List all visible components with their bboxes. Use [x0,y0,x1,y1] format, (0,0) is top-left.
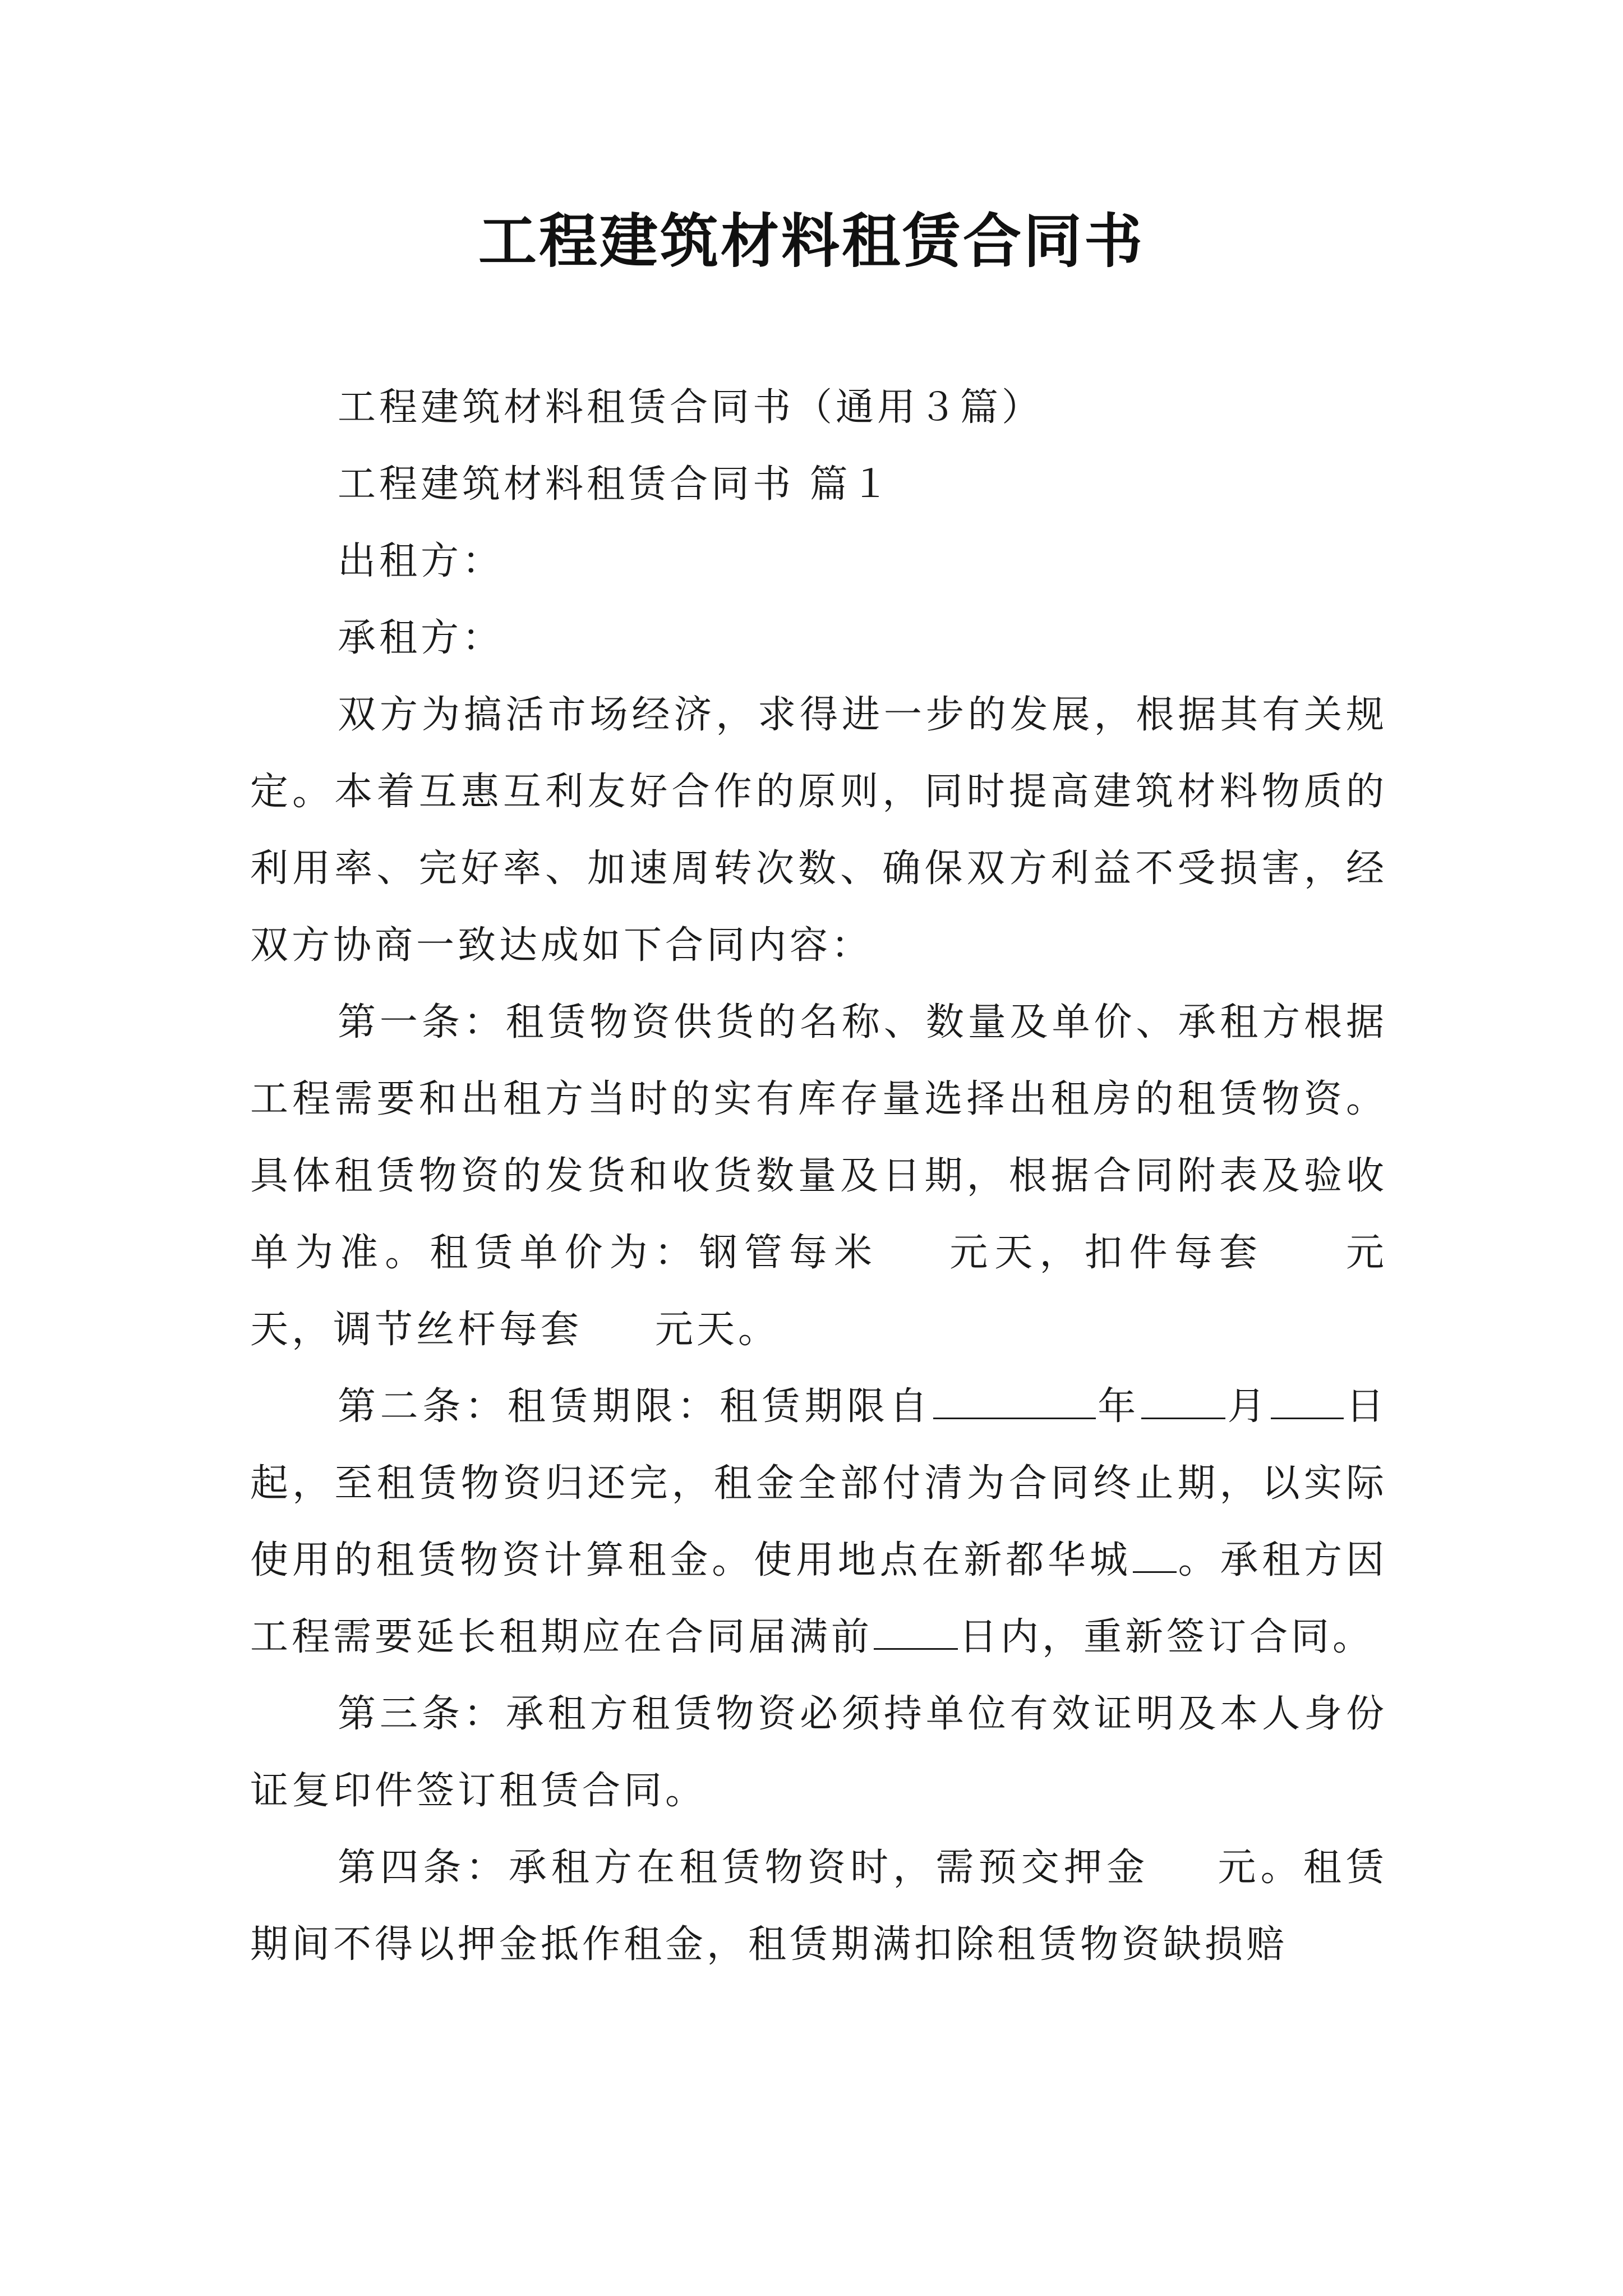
article-1 [250,984,1387,1368]
blank-line [1141,1381,1225,1419]
article-1-text: 元天，调节丝杆每套 [250,1231,1387,1352]
blank-line [1133,1535,1177,1573]
article-2-text: 日起，至租赁物资归还完，租金全部付清为合同终止期，以实际使用的租赁物资计算租金。使用地点在新都华城 [250,1384,1387,1582]
document-body [250,369,1387,1983]
intro-paragraph: 双方为搞活市场经济，求得进一步的发展，根据其有关规定。本着互惠互利友好合作的原则，同时提高建筑材料物质的利用率、完好率、加速周转次数、确保双方利益不受损害，经双方协商一致达成如下合同内容： [250,693,1387,968]
article-4-text: 元。租赁期间不得以押金抵作租金，租赁期满扣除租赁物资缺损赔 [250,1846,1387,1967]
article-1-text: 第一条：租赁物资供货的名称、数量及单价、承租方根据工程需要和出租方当时的实有库存量选择出租房的租赁物资。具体租赁物资的发货和收货数量及日期，根据合同附表及验收单为准。租赁单价为：钢管每米 [250,1000,1387,1275]
article-4-text: 第四条：承租方在租赁物资时，需预交押金 [338,1846,1150,1890]
subtitle: 工程建筑材料租赁合同书（通用３篇） [338,385,1044,430]
article-2-text: 月 [1226,1384,1270,1429]
document-title: 工程建筑材料租赁合同书 [478,206,1145,275]
section-heading: 工程建筑材料租赁合同书 篇１ [338,462,893,507]
article-1-text: 元天。 [655,1308,780,1352]
blank-line [933,1381,1096,1419]
article-2-text: 第二条：租赁期限：租赁期限自 [338,1384,932,1429]
lessee-label: 承租方： [338,616,504,660]
blank-line [874,1612,958,1650]
article-2-text: 。承租方因工程需要延长租期应在合同届满前 [250,1538,1387,1659]
lessor-label: 出租方： [338,539,504,583]
article-3: 第三条：承租方租赁物资必须持单位有效证明及本人身份证复印件签订租赁合同。 [250,1692,1387,1813]
article-4 [250,1829,1387,1983]
blank-line [1271,1381,1344,1419]
article-1-text: 元天，扣件每套 [946,1231,1264,1275]
article-2-text: 日内，重新签订合同。 [959,1615,1375,1659]
article-2 [250,1368,1387,1676]
article-2-text: 年 [1096,1384,1140,1429]
